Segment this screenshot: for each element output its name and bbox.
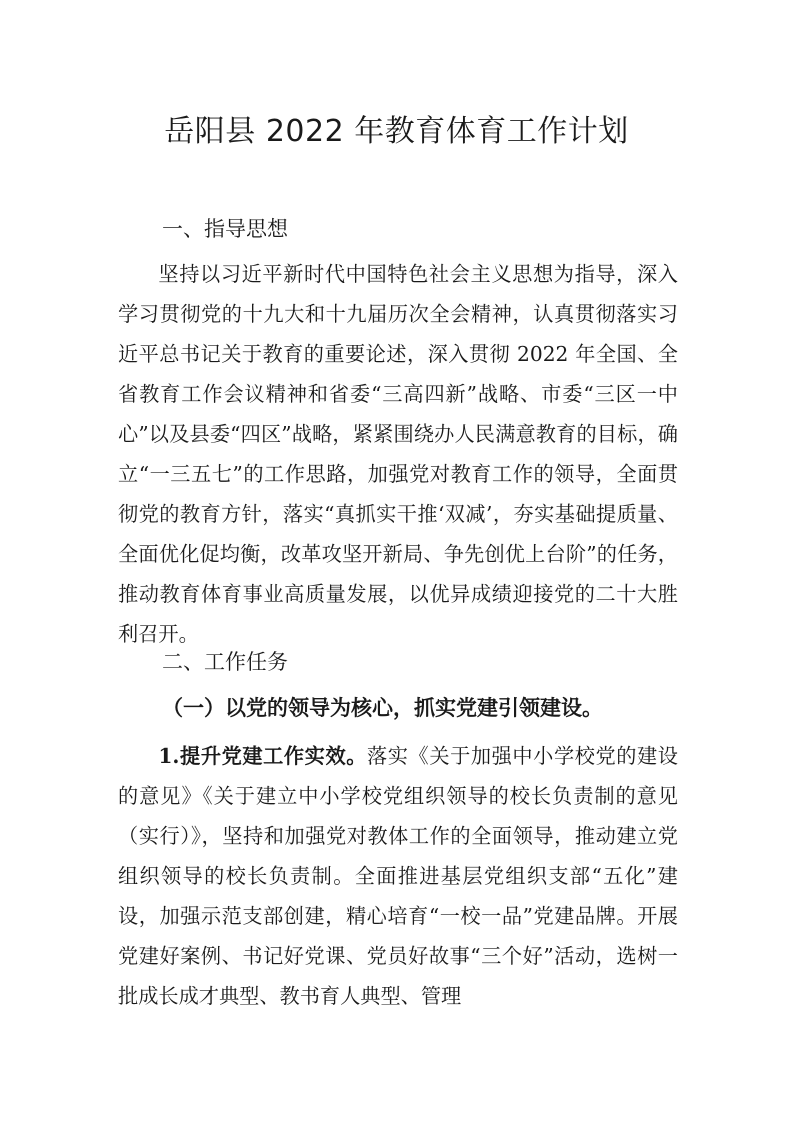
guiding-ideology-paragraph: 坚持以习近平新时代中国特色社会主义思想为指导，深入学习贯彻党的十九大和十九届历次全会精神，认真贯彻落实习近平总书记关于教育的重要论述，深入贯彻 2022 年全国、全省教育工作会议精神和省委“三高四新”战略、市委“三区一中心”以及县委“四区”战略，紧紧围绕办人民满意教育的目标，确立“一三五七”的工作思路，加强党对教育工作的领导，全面贯彻党的教育方针，落实“真抓实干推‘双减’，夯实基础提质量、全面优化促均衡，改革攻坚开新局、争先创优上台阶”的任务，推动教育体育事业高质量发展，以优异成绩迎接党的二十大胜利召开。 [118,262,678,646]
section-heading-work-tasks: 二、工作任务 [162,650,288,674]
document-title: 岳阳县 2022 年教育体育工作计划 [164,114,629,149]
section-heading-guiding-ideology: 一、指导思想 [162,217,288,241]
subsection-heading-party-leadership: （一）以党的领导为核心，抓实党建引领建设。 [162,695,603,720]
item-body-text: 落实《关于加强中小学校党的建设的意见》《关于建立中小学校党组织领导的校长负责制的意见（实行）》，坚持和加强党对教体工作的全面领导，推动建立党组织领导的校长负责制。全面推进基层党组织支部“五化”建设，加强示范支部创建，精心培育“一校一品”党建品牌。开展党建好案例、书记好党课、党员好故事“三个好”活动，选树一批成长成才典型、教书育人典型、管理 [118,744,678,1008]
party-building-paragraph [118,736,678,1016]
item-lead-text: 1.提升党建工作实效。 [158,744,367,768]
